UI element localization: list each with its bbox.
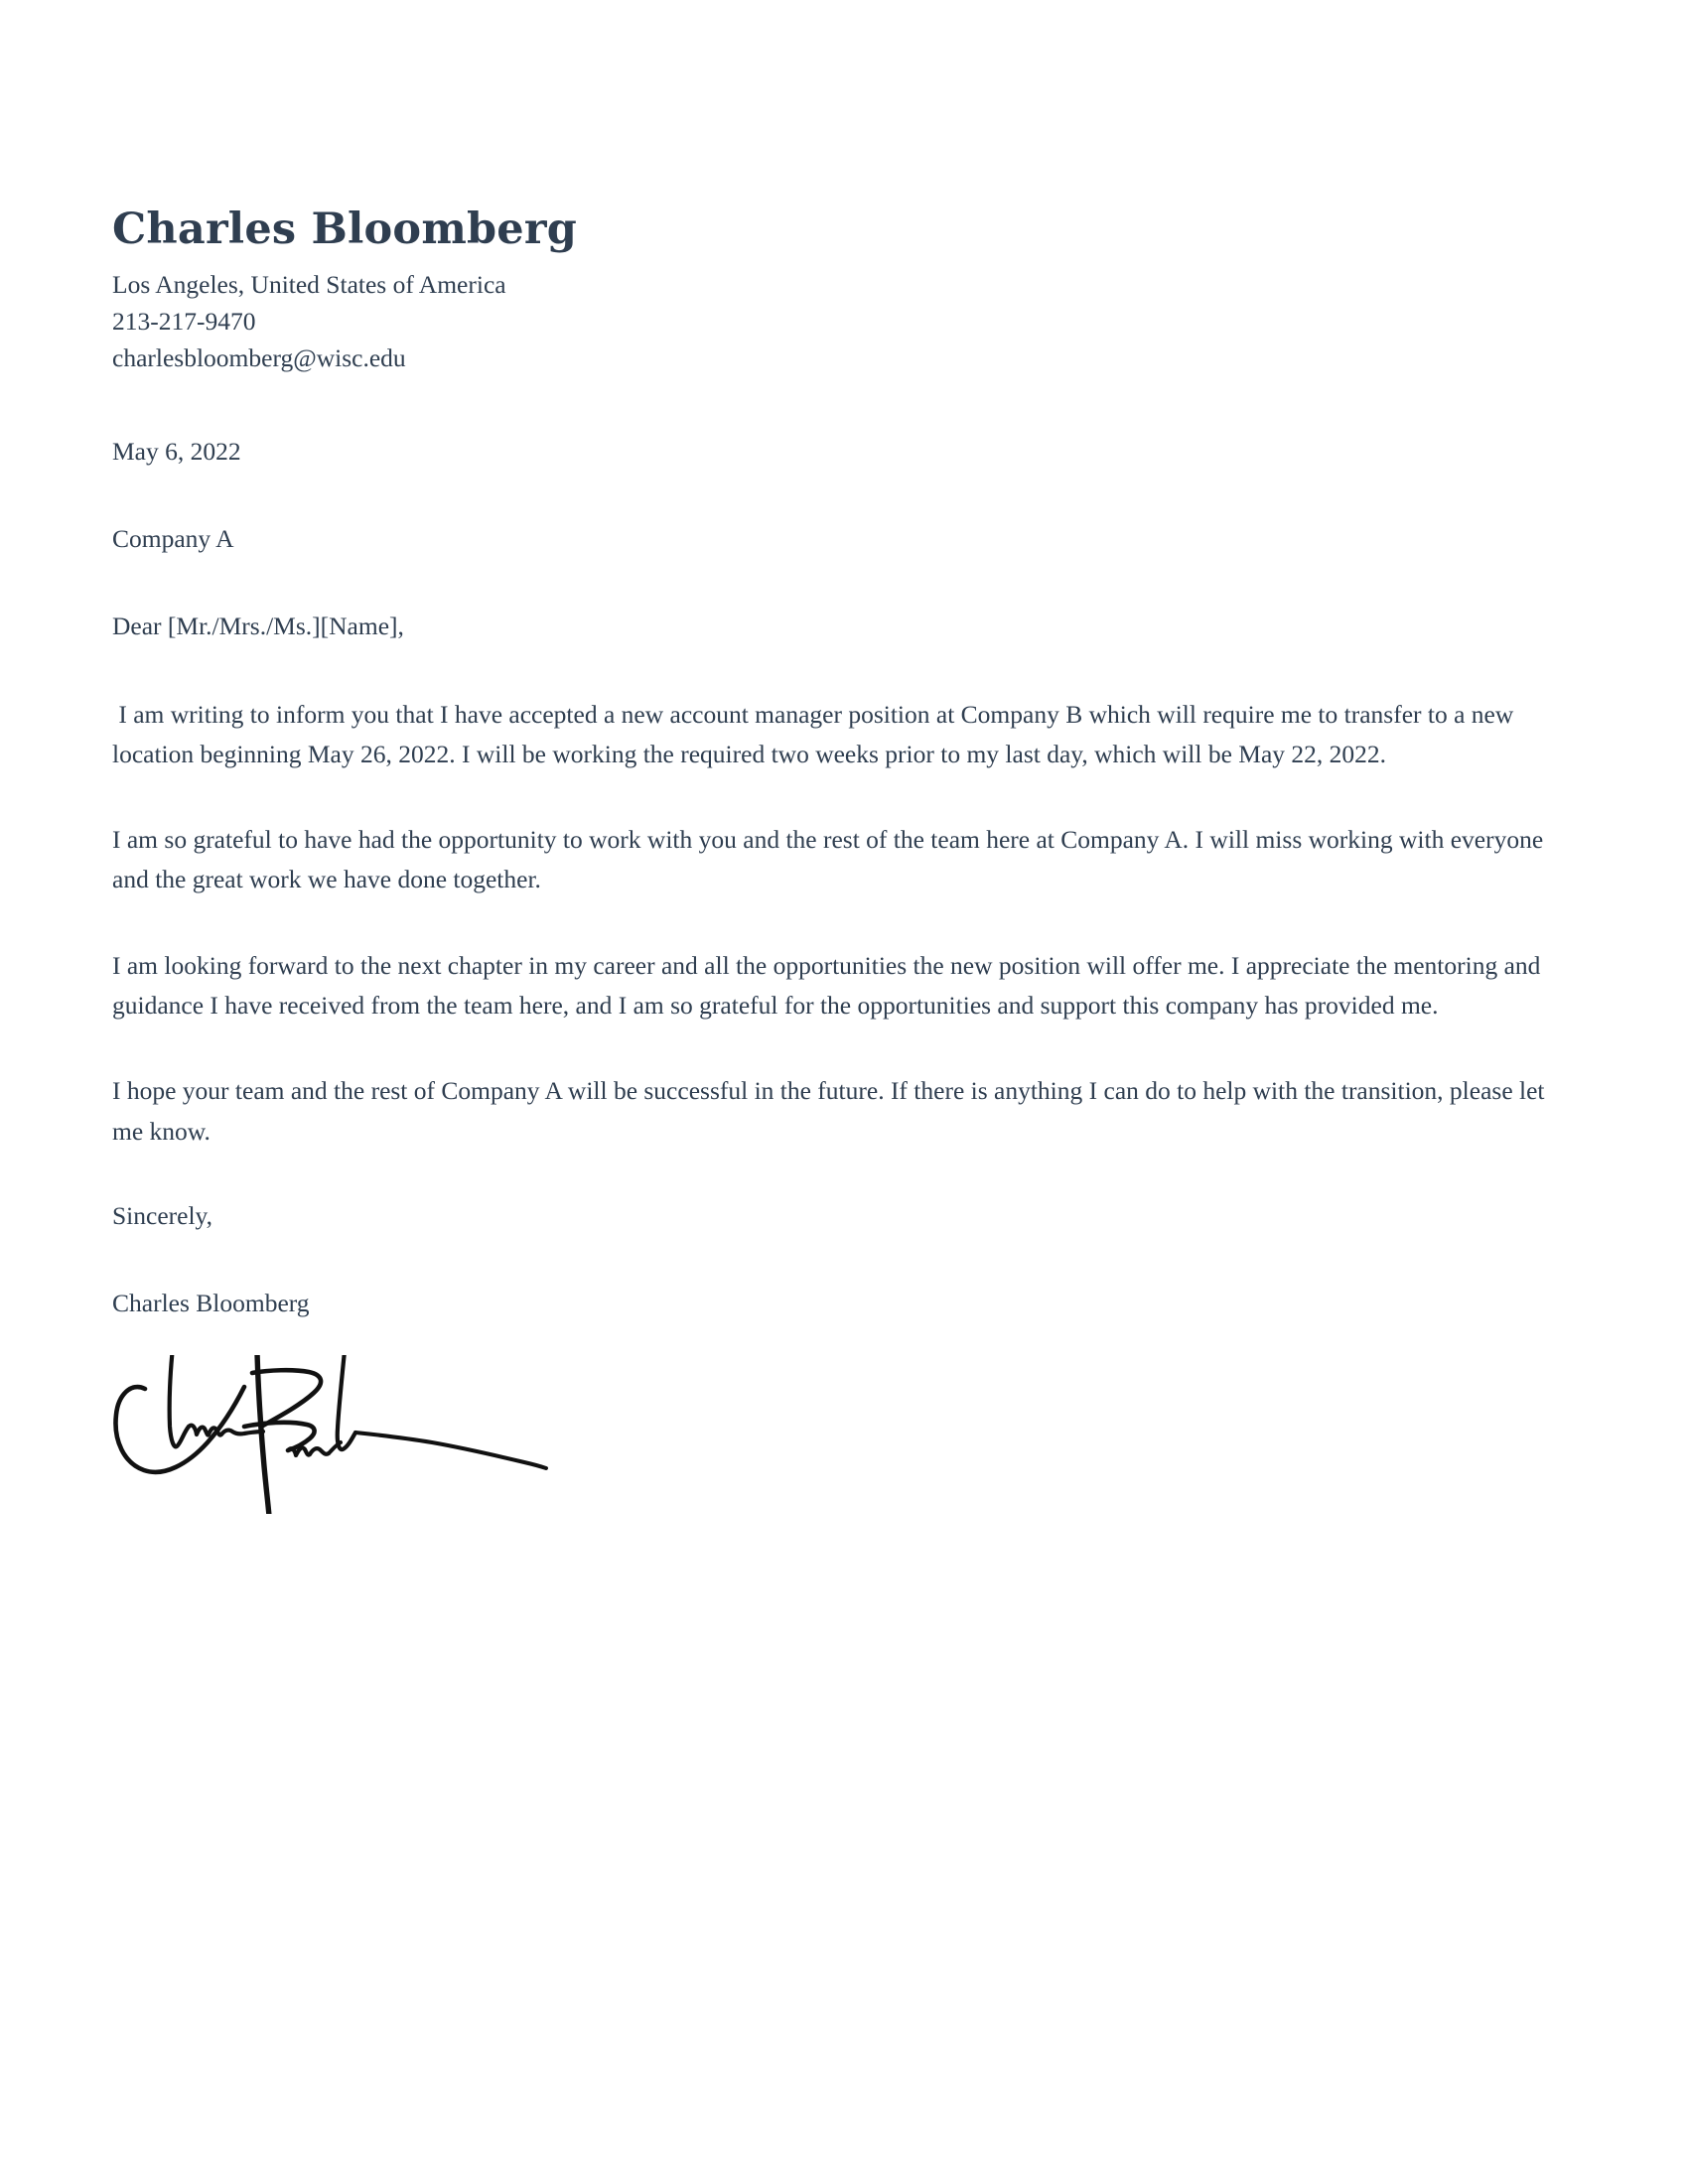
spacer	[112, 900, 1572, 946]
letter-date: May 6, 2022	[112, 437, 241, 467]
handwritten-signature-icon	[112, 1355, 579, 1514]
sender-email: charlesbloomberg@wisc.edu	[112, 343, 406, 373]
spacer	[112, 377, 1572, 433]
spacer	[112, 645, 1572, 695]
spacer	[112, 1025, 1572, 1071]
recipient-company: Company A	[112, 524, 234, 554]
spacer	[112, 774, 1572, 820]
letterhead	[112, 204, 1572, 377]
spacer	[112, 471, 1572, 520]
closing-valediction: Sincerely,	[112, 1200, 213, 1230]
body-paragraph: I hope your team and the rest of Company A will be successful in the future. If there is anything I can do to help with the transition, please let me know.	[112, 1076, 1551, 1146]
spacer	[112, 1152, 1572, 1197]
spacer	[112, 1235, 1572, 1285]
sender-location: Los Angeles, United States of America	[112, 270, 506, 300]
signer-name: Charles Bloomberg	[112, 1288, 310, 1317]
letter-content	[112, 204, 1572, 1514]
body-paragraph: I am so grateful to have had the opportunity to work with you and the rest of the team here at Company A. I will miss working with everyone and the great work we have done together.	[112, 825, 1550, 894]
salutation: Dear [Mr./Mrs./Ms.][Name],	[112, 611, 404, 640]
body-paragraph: I am writing to inform you that I have accepted a new account manager position at Company B which will require me to transfer to a new location beginning May 26, 2022. I will be working the required two weeks prior to my last day, which will be May 22, 2022.	[112, 699, 1520, 768]
sender-phone: 213-217-9470	[112, 307, 256, 337]
page-title: Charles Bloomberg	[112, 205, 577, 254]
body-paragraph: I am looking forward to the next chapter in my career and all the opportunities the new position will offer me. I appreciate the mentoring and guidance I have received from the team here, and I am so grateful for the opportunities and support this company has provided me.	[112, 950, 1547, 1020]
spacer	[112, 558, 1572, 608]
signature-block	[112, 1355, 579, 1514]
